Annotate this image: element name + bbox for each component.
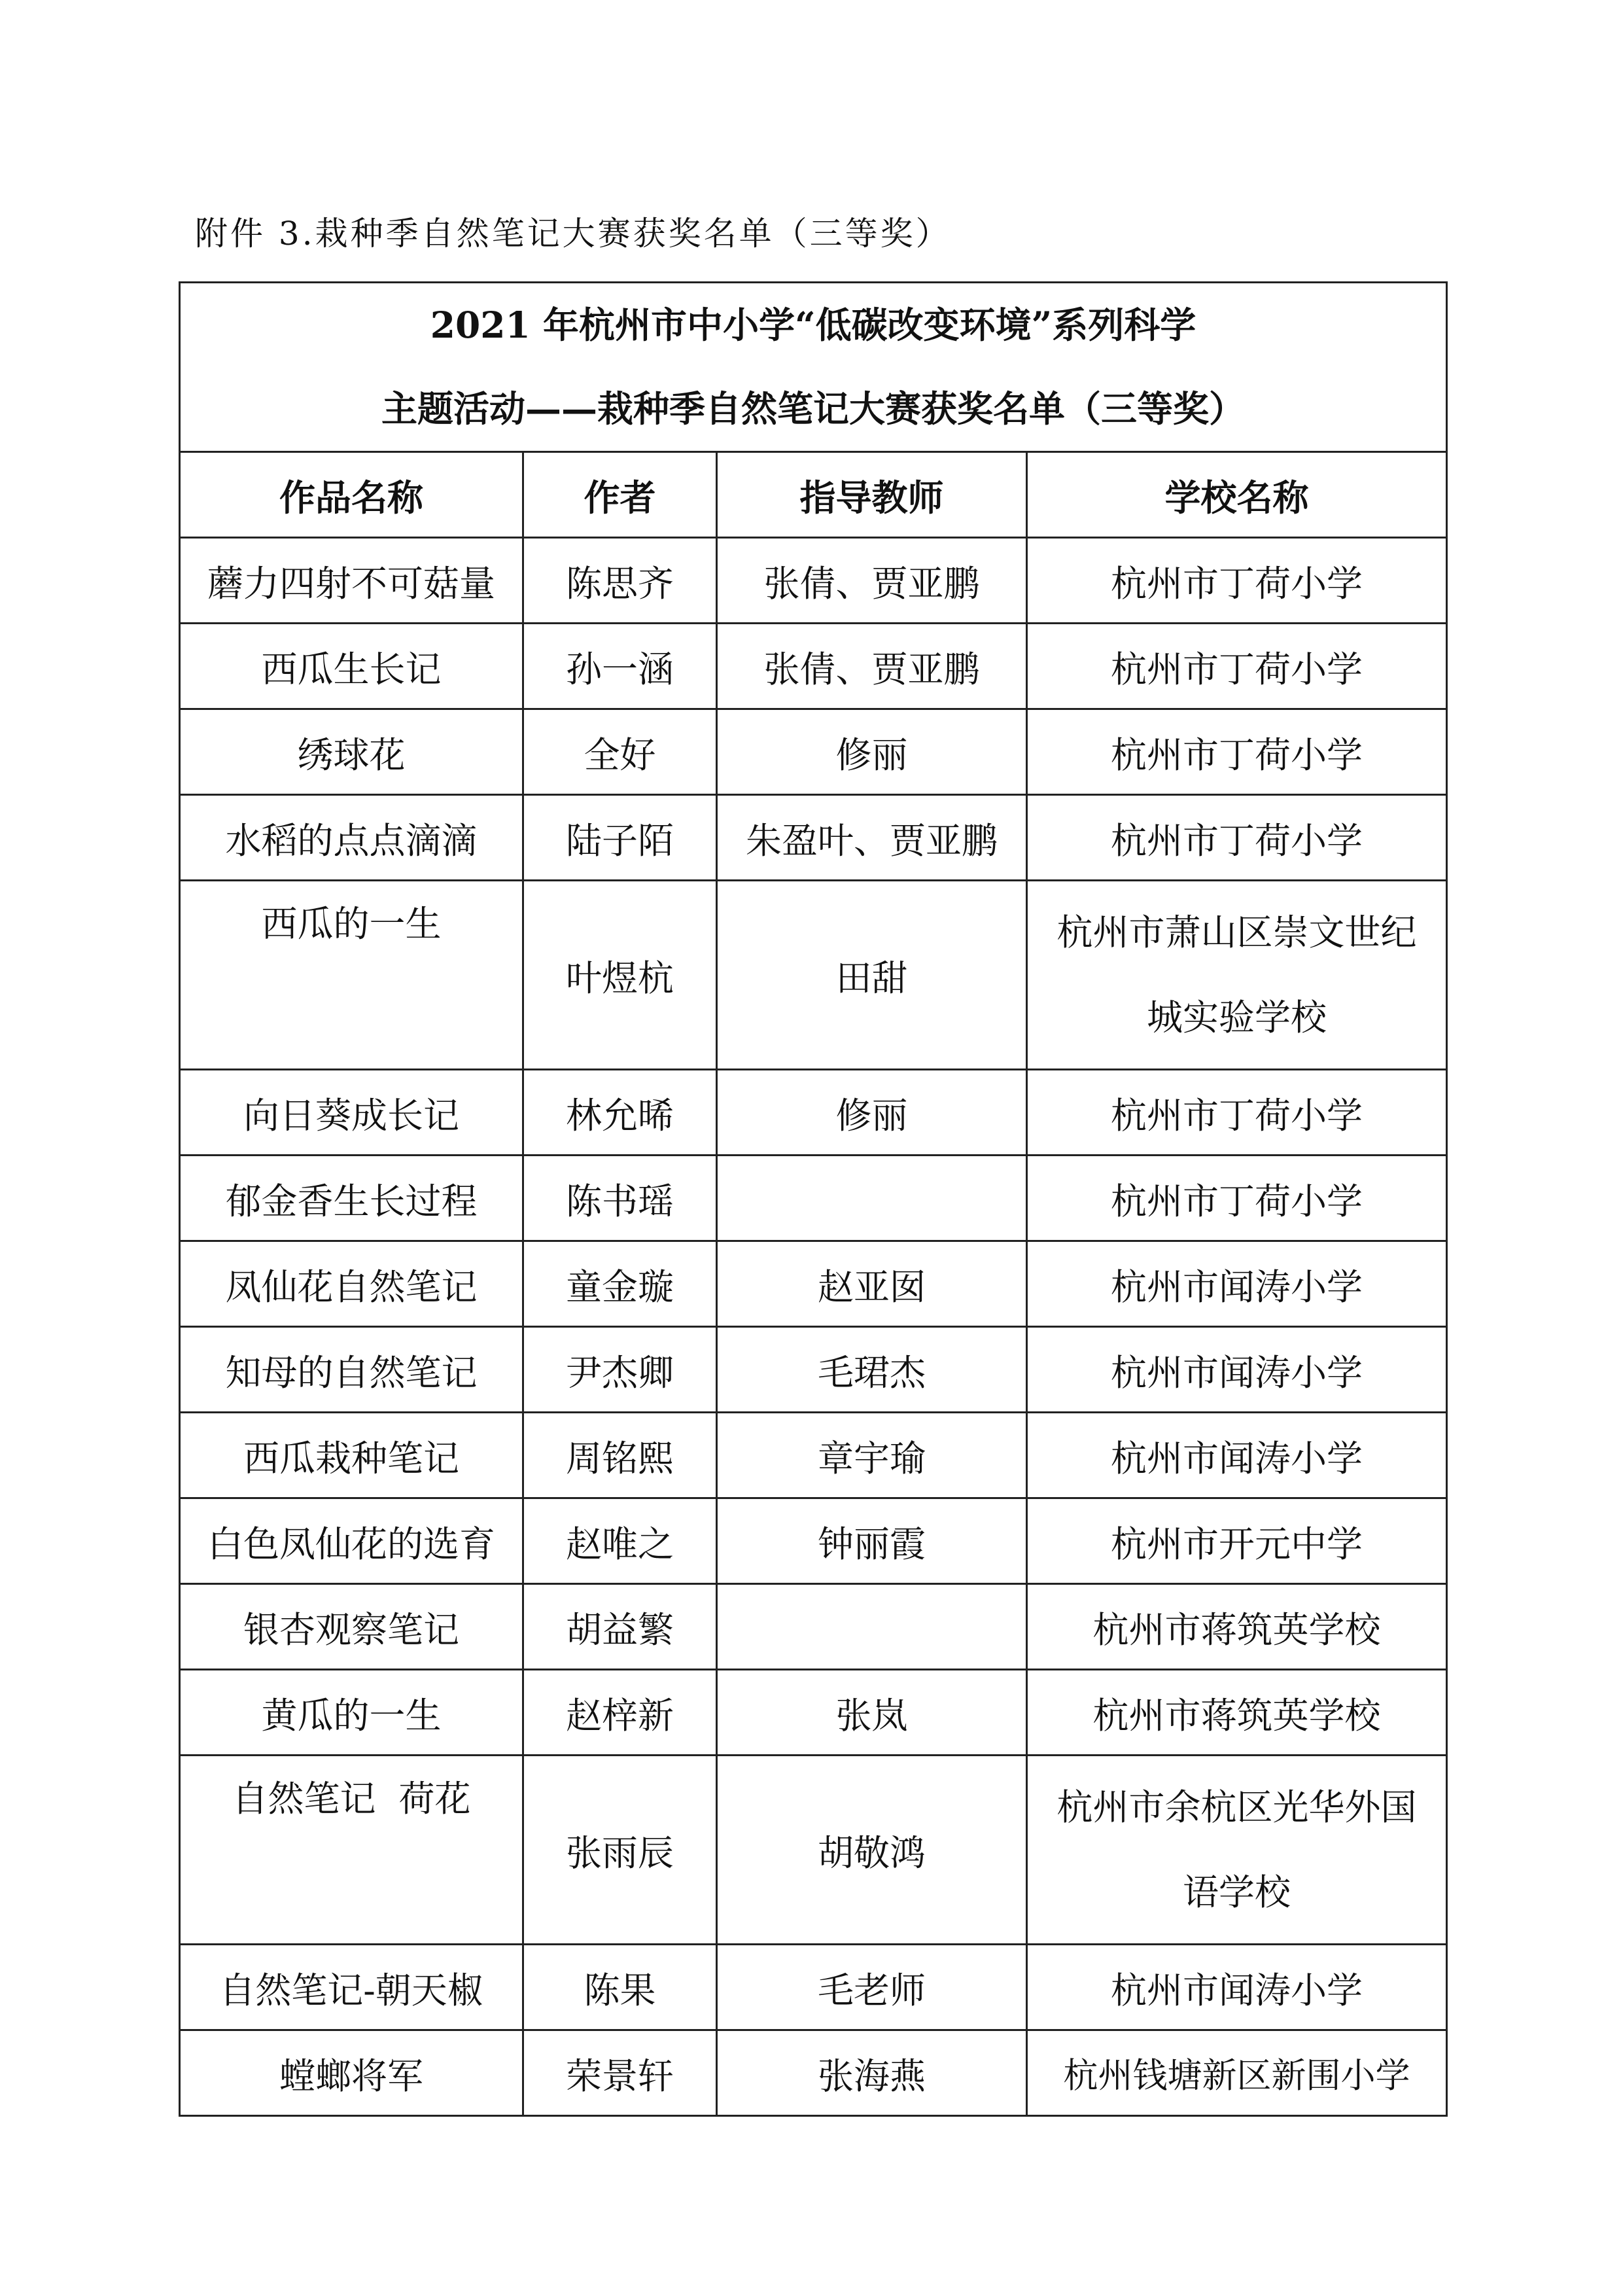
table-row [180, 1070, 1447, 1156]
cell-teacher: 修丽 [717, 709, 1027, 795]
cell-teacher [717, 1156, 1027, 1241]
table-row [180, 881, 1447, 1070]
cell-school: 杭州市丁荷小学 [1027, 709, 1447, 795]
cell-school [1027, 881, 1447, 1070]
cell-work: 凤仙花自然笔记 [180, 1241, 523, 1327]
attachment-title: 附件 3.栽种季自然笔记大赛获奖名单（三等奖） [195, 215, 951, 253]
table-row [180, 1756, 1447, 1945]
cell-school-line-2: 城实验学校 [1147, 997, 1327, 1038]
table-row [180, 1156, 1447, 1241]
cell-work: 自然笔记 荷花 [180, 1756, 523, 1945]
cell-author: 陈书瑶 [523, 1156, 717, 1241]
header-school: 学校名称 [1027, 452, 1447, 538]
cell-author: 孙一涵 [523, 624, 717, 709]
cell-school: 杭州市闻涛小学 [1027, 1327, 1447, 1413]
cell-author: 赵梓新 [523, 1670, 717, 1756]
cell-teacher: 钟丽霞 [717, 1498, 1027, 1584]
cell-school: 杭州市闻涛小学 [1027, 1413, 1447, 1498]
cell-school: 杭州钱塘新区新围小学 [1027, 2030, 1447, 2116]
cell-work: 西瓜栽种笔记 [180, 1413, 523, 1498]
cell-school: 杭州市丁荷小学 [1027, 624, 1447, 709]
cell-author: 陈果 [523, 1945, 717, 2030]
table-row [180, 624, 1447, 709]
cell-teacher: 张倩、贾亚鹏 [717, 624, 1027, 709]
table-row [180, 1241, 1447, 1327]
cell-teacher: 张海燕 [717, 2030, 1027, 2116]
cell-author: 陆子陌 [523, 795, 717, 881]
table-row [180, 2030, 1447, 2116]
cell-work: 西瓜的一生 [180, 881, 523, 1070]
cell-author: 童金璇 [523, 1241, 717, 1327]
cell-teacher: 赵亚囡 [717, 1241, 1027, 1327]
cell-school: 杭州市丁荷小学 [1027, 795, 1447, 881]
header-author: 作者 [523, 452, 717, 538]
table-row [180, 1945, 1447, 2030]
table-row [180, 1327, 1447, 1413]
cell-work: 黄瓜的一生 [180, 1670, 523, 1756]
cell-teacher: 毛珺杰 [717, 1327, 1027, 1413]
cell-author: 尹杰卿 [523, 1327, 717, 1413]
cell-work: 螳螂将军 [180, 2030, 523, 2116]
cell-author: 全好 [523, 709, 717, 795]
table-row [180, 1413, 1447, 1498]
table-row [180, 709, 1447, 795]
cell-work: 蘑力四射不可菇量 [180, 538, 523, 624]
table-row [180, 1670, 1447, 1756]
cell-teacher: 章宇瑜 [717, 1413, 1027, 1498]
cell-school: 杭州市丁荷小学 [1027, 538, 1447, 624]
table-row [180, 795, 1447, 881]
cell-school-line-2: 语学校 [1183, 1871, 1291, 1913]
table-title-line-2: 主题活动——栽种季自然笔记大赛获奖名单（三等奖） [381, 387, 1246, 430]
cell-teacher [717, 1584, 1027, 1670]
cell-teacher: 田甜 [717, 881, 1027, 1070]
header-work: 作品名称 [180, 452, 523, 538]
cell-work: 西瓜生长记 [180, 624, 523, 709]
table-row [180, 1584, 1447, 1670]
table-title-row [180, 283, 1447, 452]
award-table [179, 281, 1448, 2117]
cell-work: 知母的自然笔记 [180, 1327, 523, 1413]
cell-author: 赵唯之 [523, 1498, 717, 1584]
cell-teacher: 张倩、贾亚鹏 [717, 538, 1027, 624]
cell-author: 林允晞 [523, 1070, 717, 1156]
cell-school: 杭州市蒋筑英学校 [1027, 1584, 1447, 1670]
cell-school-line-1: 杭州市余杭区光华外国 [1056, 1786, 1417, 1828]
cell-teacher: 朱盈叶、贾亚鹏 [717, 795, 1027, 881]
cell-work: 向日葵成长记 [180, 1070, 523, 1156]
cell-work: 自然笔记-朝天椒 [180, 1945, 523, 2030]
cell-teacher: 毛老师 [717, 1945, 1027, 2030]
cell-author: 胡益繁 [523, 1584, 717, 1670]
cell-work: 白色凤仙花的选育 [180, 1498, 523, 1584]
cell-work: 绣球花 [180, 709, 523, 795]
cell-school: 杭州市闻涛小学 [1027, 1241, 1447, 1327]
cell-author: 周铭熙 [523, 1413, 717, 1498]
cell-author: 陈思齐 [523, 538, 717, 624]
cell-school [1027, 1756, 1447, 1945]
cell-teacher: 张岚 [717, 1670, 1027, 1756]
cell-author: 荣景轩 [523, 2030, 717, 2116]
table-row [180, 538, 1447, 624]
cell-author: 张雨辰 [523, 1756, 717, 1945]
cell-school: 杭州市丁荷小学 [1027, 1156, 1447, 1241]
cell-school: 杭州市蒋筑英学校 [1027, 1670, 1447, 1756]
cell-teacher: 修丽 [717, 1070, 1027, 1156]
cell-work: 银杏观察笔记 [180, 1584, 523, 1670]
table-row [180, 1498, 1447, 1584]
cell-work: 水稻的点点滴滴 [180, 795, 523, 881]
cell-school: 杭州市闻涛小学 [1027, 1945, 1447, 2030]
cell-work: 郁金香生长过程 [180, 1156, 523, 1241]
cell-school: 杭州市丁荷小学 [1027, 1070, 1447, 1156]
cell-author: 叶煜杭 [523, 881, 717, 1070]
table-title [180, 283, 1447, 452]
table-title-line-1: 2021 年杭州市中小学“低碳改变环境”系列科学 [430, 304, 1196, 346]
table-header-row [180, 452, 1447, 538]
cell-school: 杭州市开元中学 [1027, 1498, 1447, 1584]
cell-teacher: 胡敬鸿 [717, 1756, 1027, 1945]
cell-school-line-1: 杭州市萧山区崇文世纪 [1056, 911, 1417, 953]
header-teacher: 指导教师 [717, 452, 1027, 538]
